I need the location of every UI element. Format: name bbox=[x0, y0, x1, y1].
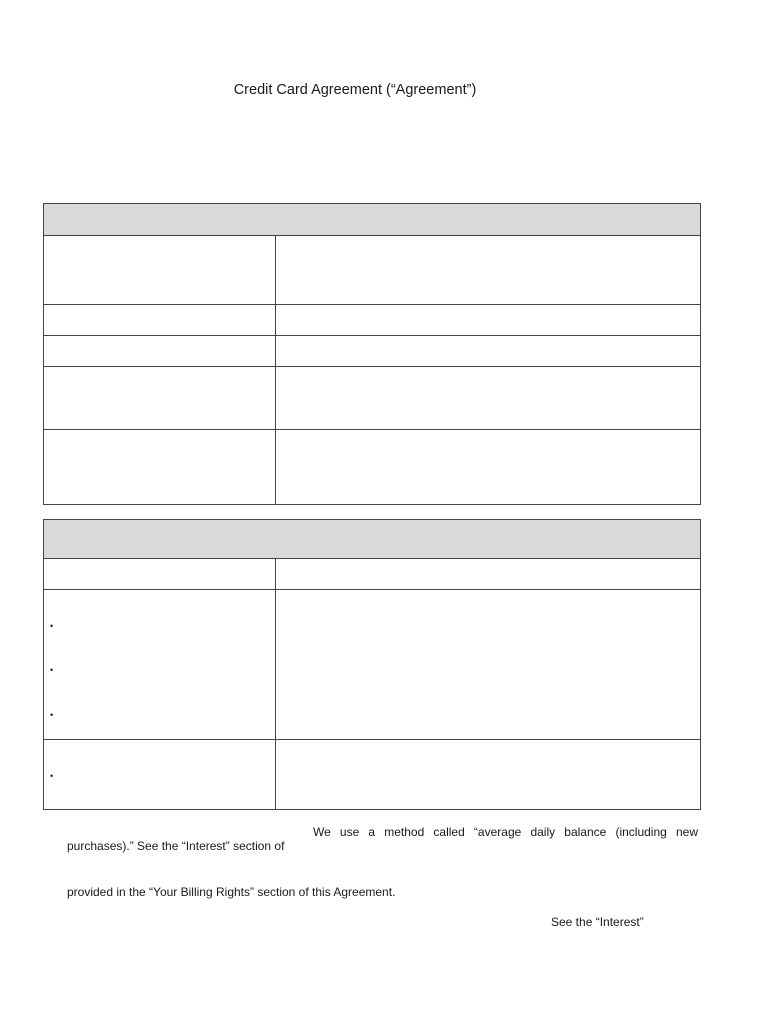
table-row bbox=[44, 236, 701, 305]
table-cell-value bbox=[276, 236, 701, 305]
list-bullet: • bbox=[50, 771, 54, 781]
table-cell-label bbox=[44, 740, 276, 810]
table-cell-label bbox=[44, 430, 276, 505]
fees-table bbox=[43, 519, 701, 810]
table-cell-label bbox=[44, 336, 276, 367]
table-row bbox=[44, 430, 701, 505]
table-cell-label bbox=[44, 367, 276, 430]
table-header-row bbox=[44, 520, 701, 559]
table-row bbox=[44, 740, 701, 810]
paragraph-billing-rights-line: provided in the “Your Billing Rights” section of this Agreement. bbox=[67, 885, 396, 899]
table-cell-value bbox=[276, 430, 701, 505]
list-bullet: • bbox=[50, 665, 54, 675]
table-cell-label bbox=[44, 305, 276, 336]
table-cell-label bbox=[44, 236, 276, 305]
table-cell-value bbox=[276, 367, 701, 430]
rates-table bbox=[43, 203, 701, 505]
table-row bbox=[44, 336, 701, 367]
table-row bbox=[44, 559, 701, 590]
table-row bbox=[44, 367, 701, 430]
table-row bbox=[44, 305, 701, 336]
document-title: Credit Card Agreement (“Agreement”) bbox=[233, 82, 477, 98]
table-cell-value bbox=[276, 740, 701, 810]
list-bullet: • bbox=[50, 710, 54, 720]
table-cell-label bbox=[44, 590, 276, 740]
table-cell-value bbox=[276, 336, 701, 367]
table-cell-value bbox=[276, 305, 701, 336]
table-cell-value bbox=[276, 590, 701, 740]
paragraph-method-line: We use a method called “average daily balance (including new bbox=[313, 825, 698, 839]
table-row bbox=[44, 590, 701, 740]
table-cell-label bbox=[44, 559, 276, 590]
paragraph-purchases-line: purchases).” See the “Interest” section of bbox=[67, 839, 285, 853]
table-cell-value bbox=[276, 559, 701, 590]
list-bullet: • bbox=[50, 621, 54, 631]
paragraph-see-interest-line: See the “Interest” bbox=[551, 915, 644, 929]
table-header-row bbox=[44, 204, 701, 236]
